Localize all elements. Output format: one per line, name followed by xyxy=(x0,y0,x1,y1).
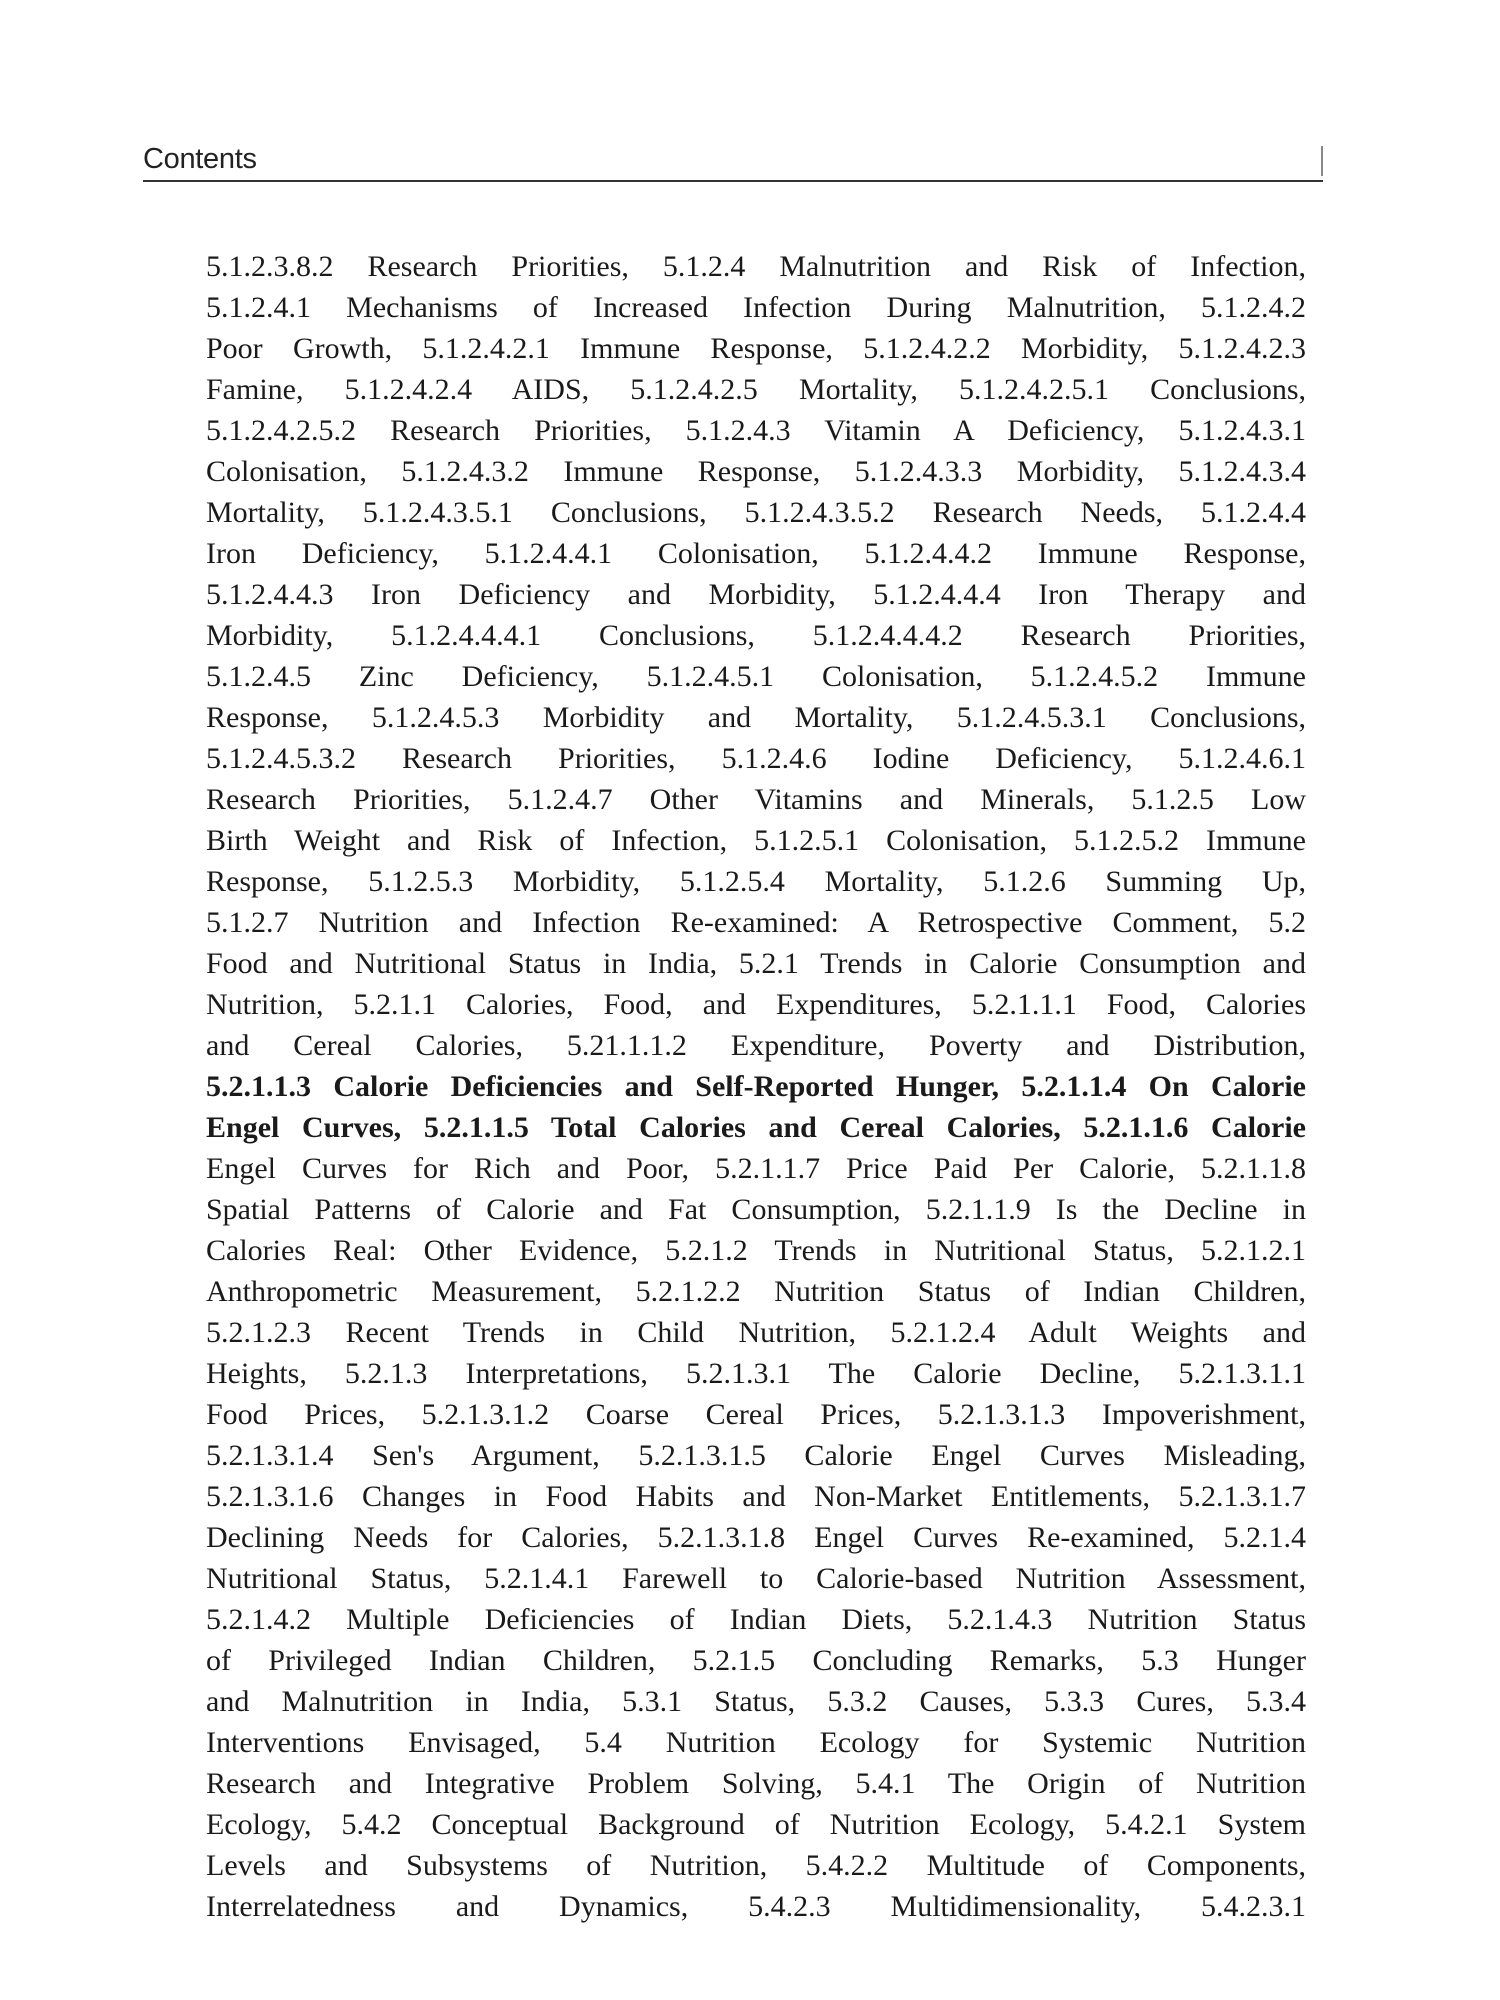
contents-line: Declining Needs for Calories, 5.2.1.3.1.8 Engel Curves Re-examined, 5.2.1.4 xyxy=(206,1521,1306,1554)
contents-line: Nutrition, 5.2.1.1 Calories, Food, and Expenditures, 5.2.1.1.1 Food, Calories xyxy=(206,988,1306,1021)
contents-line: Anthropometric Measurement, 5.2.1.2.2 Nutrition Status of Indian Children, xyxy=(206,1275,1306,1308)
contents-line: and Malnutrition in India, 5.3.1 Status, 5.3.2 Causes, 5.3.3 Cures, 5.3.4 xyxy=(206,1685,1306,1718)
page-header xyxy=(143,140,1323,182)
contents-body xyxy=(206,246,1306,1927)
contents-line: Engel Curves for Rich and Poor, 5.2.1.1.7 Price Paid Per Calorie, 5.2.1.1.8 xyxy=(206,1152,1306,1185)
contents-line: 5.1.2.4.1 Mechanisms of Increased Infection During Malnutrition, 5.1.2.4.2 xyxy=(206,291,1306,324)
contents-line: Food Prices, 5.2.1.3.1.2 Coarse Cereal Prices, 5.2.1.3.1.3 Impoverishment, xyxy=(206,1398,1306,1431)
contents-line: Interrelatedness and Dynamics, 5.4.2.3 Multidimensionality, 5.4.2.3.1 xyxy=(206,1890,1306,1923)
contents-line: Iron Deficiency, 5.1.2.4.4.1 Colonisation, 5.1.2.4.4.2 Immune Response, xyxy=(206,537,1306,570)
contents-line: 5.2.1.2.3 Recent Trends in Child Nutrition, 5.2.1.2.4 Adult Weights and xyxy=(206,1316,1306,1349)
contents-line: 5.1.2.4.5.3.2 Research Priorities, 5.1.2.4.6 Iodine Deficiency, 5.1.2.4.6.1 xyxy=(206,742,1306,775)
contents-line: Poor Growth, 5.1.2.4.2.1 Immune Response, 5.1.2.4.2.2 Morbidity, 5.1.2.4.2.3 xyxy=(206,332,1306,365)
contents-line: Response, 5.1.2.4.5.3 Morbidity and Mortality, 5.1.2.4.5.3.1 Conclusions, xyxy=(206,701,1306,734)
contents-line: of Privileged Indian Children, 5.2.1.5 Concluding Remarks, 5.3 Hunger xyxy=(206,1644,1306,1677)
contents-line: Morbidity, 5.1.2.4.4.4.1 Conclusions, 5.1.2.4.4.4.2 Research Priorities, xyxy=(206,619,1306,652)
contents-line: 5.2.1.1.3 Calorie Deficiencies and Self-Reported Hunger, 5.2.1.1.4 On Calorie xyxy=(206,1070,1306,1103)
contents-line: Research and Integrative Problem Solving, 5.4.1 The Origin of Nutrition xyxy=(206,1767,1306,1800)
contents-line: Famine, 5.1.2.4.2.4 AIDS, 5.1.2.4.2.5 Mortality, 5.1.2.4.2.5.1 Conclusions, xyxy=(206,373,1306,406)
contents-line: 5.1.2.4.2.5.2 Research Priorities, 5.1.2.4.3 Vitamin A Deficiency, 5.1.2.4.3.1 xyxy=(206,414,1306,447)
contents-line: 5.1.2.4.4.3 Iron Deficiency and Morbidity, 5.1.2.4.4.4 Iron Therapy and xyxy=(206,578,1306,611)
contents-line: Levels and Subsystems of Nutrition, 5.4.2.2 Multitude of Components, xyxy=(206,1849,1306,1882)
contents-line: Research Priorities, 5.1.2.4.7 Other Vitamins and Minerals, 5.1.2.5 Low xyxy=(206,783,1306,816)
contents-line: Nutritional Status, 5.2.1.4.1 Farewell to Calorie-based Nutrition Assessment, xyxy=(206,1562,1306,1595)
contents-line: 5.1.2.7 Nutrition and Infection Re-examined: A Retrospective Comment, 5.2 xyxy=(206,906,1306,939)
header-rule-tick xyxy=(1321,146,1323,176)
header-title: Contents xyxy=(143,143,257,175)
contents-line: Mortality, 5.1.2.4.3.5.1 Conclusions, 5.1.2.4.3.5.2 Research Needs, 5.1.2.4.4 xyxy=(206,496,1306,529)
contents-line: Heights, 5.2.1.3 Interpretations, 5.2.1.3.1 The Calorie Decline, 5.2.1.3.1.1 xyxy=(206,1357,1306,1390)
contents-line: Engel Curves, 5.2.1.1.5 Total Calories and Cereal Calories, 5.2.1.1.6 Calorie xyxy=(206,1111,1306,1144)
contents-line: Colonisation, 5.1.2.4.3.2 Immune Response, 5.1.2.4.3.3 Morbidity, 5.1.2.4.3.4 xyxy=(206,455,1306,488)
contents-line: Ecology, 5.4.2 Conceptual Background of Nutrition Ecology, 5.4.2.1 System xyxy=(206,1808,1306,1841)
contents-line: Spatial Patterns of Calorie and Fat Consumption, 5.2.1.1.9 Is the Decline in xyxy=(206,1193,1306,1226)
contents-line: Calories Real: Other Evidence, 5.2.1.2 Trends in Nutritional Status, 5.2.1.2.1 xyxy=(206,1234,1306,1267)
contents-line: Food and Nutritional Status in India, 5.2.1 Trends in Calorie Consumption and xyxy=(206,947,1306,980)
contents-line: Interventions Envisaged, 5.4 Nutrition Ecology for Systemic Nutrition xyxy=(206,1726,1306,1759)
contents-line: Birth Weight and Risk of Infection, 5.1.2.5.1 Colonisation, 5.1.2.5.2 Immune xyxy=(206,824,1306,857)
contents-line: 5.2.1.3.1.4 Sen's Argument, 5.2.1.3.1.5 Calorie Engel Curves Misleading, xyxy=(206,1439,1306,1472)
contents-line: 5.1.2.3.8.2 Research Priorities, 5.1.2.4 Malnutrition and Risk of Infection, xyxy=(206,250,1306,283)
contents-line: 5.2.1.4.2 Multiple Deficiencies of Indian Diets, 5.2.1.4.3 Nutrition Status xyxy=(206,1603,1306,1636)
contents-line: Response, 5.1.2.5.3 Morbidity, 5.1.2.5.4 Mortality, 5.1.2.6 Summing Up, xyxy=(206,865,1306,898)
contents-line: and Cereal Calories, 5.21.1.1.2 Expenditure, Poverty and Distribution, xyxy=(206,1029,1306,1062)
contents-line: 5.1.2.4.5 Zinc Deficiency, 5.1.2.4.5.1 Colonisation, 5.1.2.4.5.2 Immune xyxy=(206,660,1306,693)
contents-line: 5.2.1.3.1.6 Changes in Food Habits and Non-Market Entitlements, 5.2.1.3.1.7 xyxy=(206,1480,1306,1513)
